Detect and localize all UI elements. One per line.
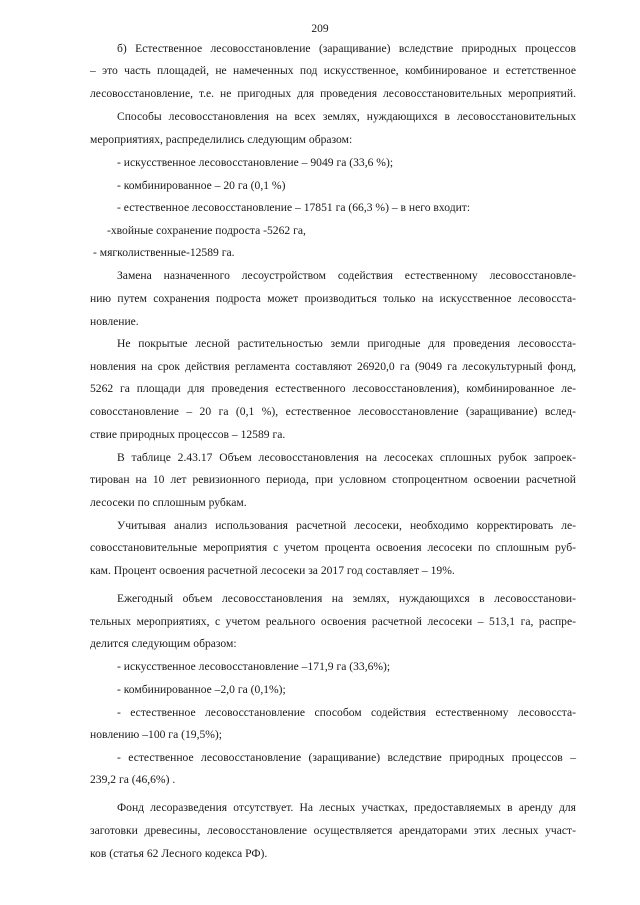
text-line: - естественное лесовосстановление (заращивание) вследствие природных процессов – — [117, 751, 576, 764]
text-line: лесовосстановление, т.е. не пригодных для проведения лесовосстановительных мероприятий. — [90, 87, 576, 100]
text-line: Замена назначенного лесоустройством содействия естественному лесовосстановле- — [117, 269, 576, 282]
text-line: совосстановление – 20 га (0,1 %), естественное лесовосстановление (заращивание) вслед- — [90, 405, 576, 418]
text-line: ков (статья 62 Лесного кодекса РФ). — [90, 847, 268, 860]
text-line: 239,2 га (46,6%) . — [90, 773, 176, 786]
text-line: нию путем сохранения подроста может производиться только на искусственное лесовосста- — [90, 292, 576, 305]
text-line: мероприятиях, распределились следующим образом: — [90, 133, 353, 146]
text-line: 5262 га площади для проведения естественного лесовосстановления), комбинированное ле- — [90, 382, 576, 395]
text-line: новлению –100 га (19,5%); — [90, 728, 222, 741]
text-line: тирован на 10 лет ревизионного периода, при условном стопроцентном освоении расчетной — [90, 473, 576, 486]
text-line: б) Естественное лесовосстановление (заращивание) вследствие природных процессов — [117, 42, 576, 55]
text-line: заготовки древесины, лесовосстановление осуществляется арендаторами этих лесных участ- — [90, 824, 576, 837]
text-line: - мягколиственные-12589 га. — [93, 246, 235, 259]
text-line: делится следующим образом: — [90, 637, 237, 650]
text-line: Способы лесовосстановления на всех землях, нуждающихся в лесовосстановительных — [117, 110, 576, 123]
text-line: - искусственное лесовосстановление –171,9 га (33,6%); — [117, 660, 391, 673]
text-line: -хвойные сохранение подроста -5262 га, — [107, 224, 306, 237]
text-line: Фонд лесоразведения отсутствует. На лесных участках, предоставляемых в аренду для — [117, 801, 576, 814]
text-line: В таблице 2.43.17 Объем лесовосстановления на лесосеках сплошных рубок запроек- — [117, 451, 576, 464]
text-line: – это часть площадей, не намеченных под искусственное, комбинированое и естетственное — [90, 64, 576, 77]
text-line: лесосеки по сплошным рубкам. — [90, 496, 247, 509]
text-line: - искусственное лесовосстановление – 9049 га (33,6 %); — [117, 156, 394, 169]
text-line: Ежегодный объем лесовосстановления на землях, нуждающихся в лесовосстанови- — [117, 592, 576, 605]
text-line: Учитывая анализ использования расчетной лесосеки, необходимо корректировать ле- — [117, 519, 576, 532]
text-line: новление. — [90, 315, 139, 328]
text-line: кам. Процент освоения расчетной лесосеки за 2017 год составляет – 19%. — [90, 564, 455, 577]
text-line: - естественное лесовосстановление – 17851 га (66,3 %) – в него входит: — [117, 201, 471, 214]
text-line: - комбинированное – 20 га (0,1 %) — [117, 179, 286, 192]
text-line: совосстановительные мероприятия с учетом процента освоения лесосеки по сплошным руб- — [90, 541, 576, 554]
text-line: ствие природных процессов – 12589 га. — [90, 428, 286, 441]
page-number: 209 — [311, 23, 329, 35]
text-line: - комбинированное –2,0 га (0,1%); — [117, 683, 286, 696]
text-line: Не покрытые лесной растительностью земли пригодные для проведения лесовосста- — [117, 337, 576, 350]
text-line: - естественное лесовосстановление способом содействия естественному лесовосста- — [117, 706, 576, 719]
text-line: тельных мероприятиях, с учетом реального освоения расчетной лесосеки – 513,1 га, распре- — [90, 615, 576, 628]
text-line: новления на срок действия регламента составляют 26920,0 га (9049 га лесокультурный фонд, — [90, 360, 576, 373]
